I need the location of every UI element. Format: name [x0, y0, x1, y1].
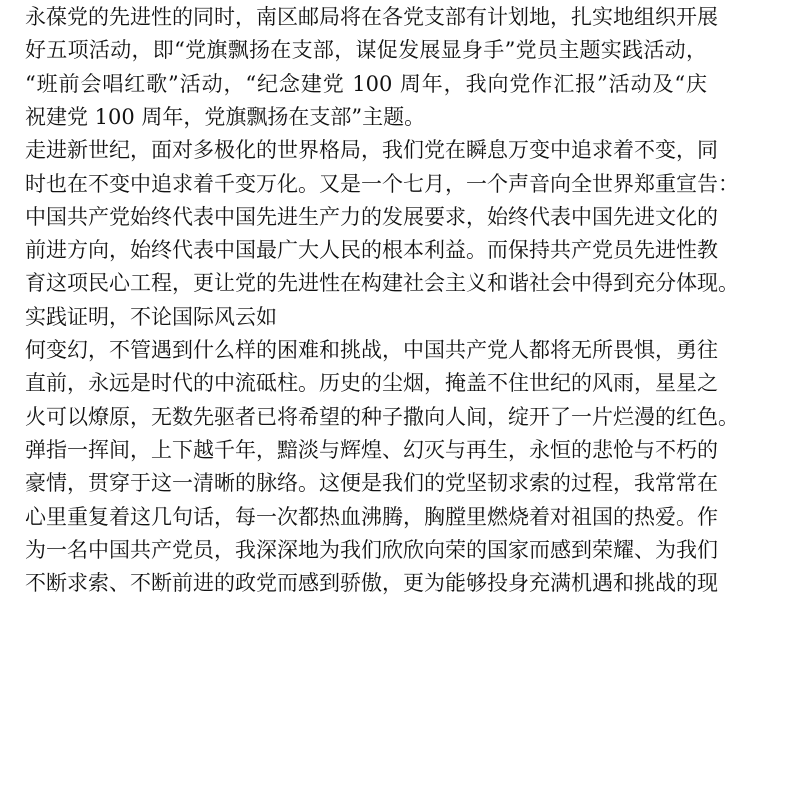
text-line: 祝建党 100 周年，党旗飘扬在支部”主题。 [25, 104, 426, 129]
text-line: 为一名中国共产党员，我深深地为我们欣欣向荣的国家而感到荣耀、为我们 [25, 537, 718, 562]
text-line: 育这项民心工程，更让党的先进性在构建社会主义和谐社会中得到充分体现。 [25, 271, 739, 296]
text-line: 中国共产党始终代表中国先进生产力的发展要求，始终代表中国先进文化的 [25, 204, 718, 229]
text-line: 前进方向，始终代表中国最广大人民的根本利益。而保持共产党员先进性教 [25, 238, 718, 263]
text-line: 实践证明，不论国际风云如 [25, 304, 277, 329]
text-line: 豪情，贯穿于这一清晰的脉络。这便是我们的党坚韧求索的过程，我常常在 [25, 471, 718, 496]
text-line: 火可以燎原，无数先驱者已将希望的种子撒向人间，绽开了一片烂漫的红色。 [25, 404, 739, 429]
text-line: 何变幻，不管遇到什么样的困难和挑战，中国共产党人都将无所畏惧，勇往 [25, 338, 718, 362]
text-line: 弹指一挥间，上下越千年，黯淡与辉煌、幻灭与再生，永恒的悲怆与不朽的 [25, 437, 718, 462]
text-line: “班前会唱红歌”活动，“纪念建党 100 周年，我向党作汇报”活动及“庆 [25, 71, 707, 96]
text-line: 直前，永远是时代的中流砥柱。历史的尘烟，掩盖不住世纪的风雨，星星之 [25, 371, 718, 396]
text-line: 好五项活动，即“党旗飘扬在支部，谋促发展显身手”党员主题实践活动， [25, 38, 707, 63]
text-line: 不断求索、不断前进的政党而感到骄傲，更为能够投身充满机遇和挑战的现 [25, 571, 718, 596]
text-line: 永葆党的先进性的同时，南区邮局将在各党支部有计划地，扎实地组织开展 [25, 5, 718, 29]
text-line: 心里重复着这几句话，每一次都热血沸腾，胸膛里燃烧着对祖国的热爱。作 [25, 504, 718, 529]
text-line: 时也在不变中追求着千变万化。又是一个七月，一个声音向全世界郑重宣告： [25, 171, 739, 196]
text-line: 走进新世纪，面对多极化的世界格局，我们党在瞬息万变中追求着不变，同 [25, 138, 718, 163]
